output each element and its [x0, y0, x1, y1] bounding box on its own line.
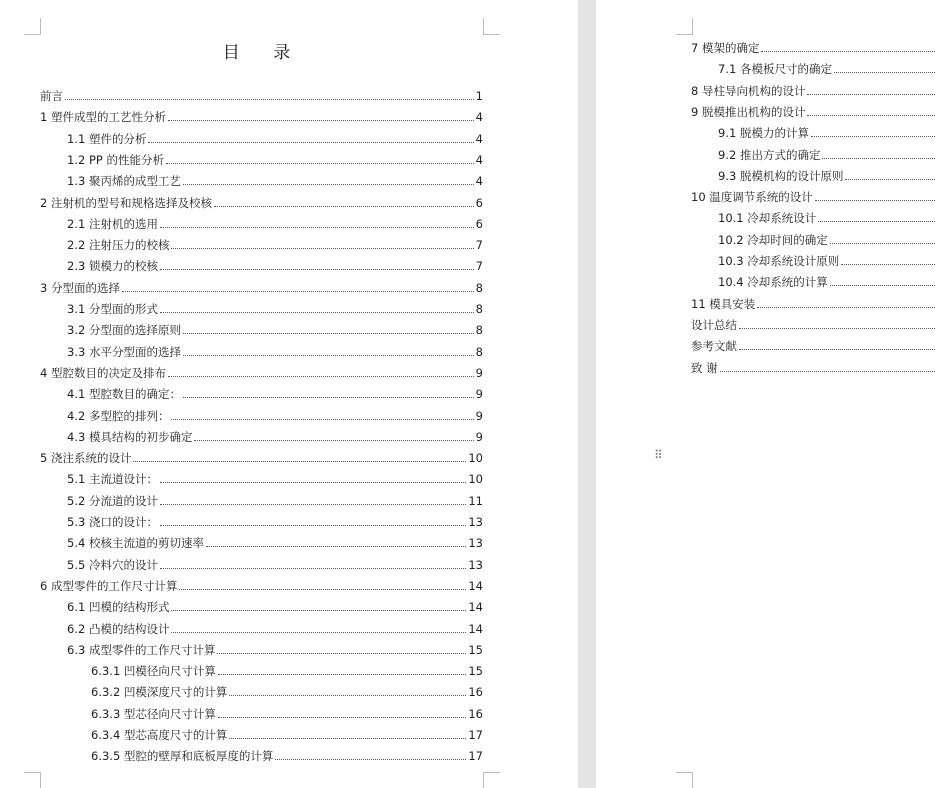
toc-leader-dots	[65, 99, 474, 100]
toc-entry-label: 前言	[40, 89, 63, 103]
toc-entry-label: 4.3 模具结构的初步确定	[67, 429, 193, 444]
toc-leader-dots	[160, 525, 466, 526]
toc-entry-label: 7.1 各模板尺寸的确定	[718, 62, 832, 77]
toc-entry-label: 2.1 注射机的选用	[67, 216, 158, 231]
toc-entry[interactable]	[67, 131, 483, 147]
toc-entry[interactable]	[691, 104, 935, 120]
toc-entry-page: 8	[475, 280, 483, 295]
toc-entry[interactable]	[718, 210, 935, 226]
toc-leader-dots	[275, 759, 466, 760]
toc-entry[interactable]	[718, 125, 935, 141]
toc-leader-dots	[160, 482, 466, 483]
toc-entry-label: 设计总结	[691, 317, 737, 332]
toc-entry-page: 10	[468, 472, 483, 487]
toc-entry-page: 8	[475, 344, 483, 359]
toc-entry-label: 3.2 分型面的选择原则	[67, 323, 181, 338]
toc-entry[interactable]	[40, 109, 483, 125]
toc-entry-label: 6.3 成型零件的工作尺寸计算	[67, 642, 216, 657]
toc-entry-label: 8 导柱导向机构的设计	[691, 83, 806, 98]
toc-entry-page: 14	[468, 578, 483, 593]
toc-entry-page: 9	[475, 387, 483, 402]
toc-entry-label: 2.2 注射压力的校核	[67, 238, 170, 253]
corner-mark-bottom-left	[676, 772, 693, 788]
toc-entry[interactable]	[67, 514, 483, 530]
document-page-right	[596, 0, 935, 788]
toc-entry-label: 11 模具安装	[691, 296, 756, 311]
toc-leader-dots	[845, 179, 935, 180]
toc-entry-page: 11	[468, 493, 483, 508]
toc-leader-dots	[160, 312, 474, 313]
toc-entry[interactable]	[691, 83, 935, 99]
toc-entry-page: 4	[475, 174, 483, 189]
page-gutter	[578, 0, 596, 788]
toc-leader-dots	[807, 115, 935, 116]
toc-entry-label: 6.3.3 型芯径向尺寸计算	[91, 706, 216, 721]
toc-entry-label: 1.2 PP 的性能分析	[67, 152, 164, 167]
toc-entry-label: 10 温度调节系统的设计	[691, 190, 813, 205]
toc-entry[interactable]	[718, 61, 935, 77]
toc-entry[interactable]	[40, 195, 483, 211]
toc-entry-page: 7	[475, 259, 483, 274]
toc-entry-label: 参考文献	[691, 339, 737, 354]
toc-entry-label: 6.2 凸模的结构设计	[67, 621, 170, 636]
toc-entry-page: 16	[468, 706, 483, 721]
toc-entry[interactable]	[67, 471, 483, 487]
toc-leader-dots	[183, 184, 474, 185]
toc-entry-page: 1	[475, 89, 483, 103]
toc-entry-label: 1.1 塑件的分析	[67, 131, 147, 146]
toc-leader-dots	[160, 504, 466, 505]
toc-entry[interactable]	[91, 727, 483, 743]
toc-entry[interactable]	[67, 386, 483, 402]
toc-leader-dots	[815, 200, 935, 201]
toc-entry-label: 4 型腔数目的决定及排布	[40, 365, 166, 380]
toc-entry[interactable]	[67, 152, 483, 168]
toc-entry-label: 1 塑件成型的工艺性分析	[40, 110, 166, 125]
toc-entry-label: 5.1 主流道设计：	[67, 472, 158, 487]
toc-entry-label: 4.2 多型腔的排列：	[67, 408, 170, 423]
toc-leader-dots	[841, 264, 935, 265]
toc-entry-page: 17	[468, 728, 483, 742]
toc-leader-dots	[168, 120, 474, 121]
toc-entry-label: 6 成型零件的工作尺寸计算	[40, 578, 178, 593]
toc-entry-label: 10.3 冷却系统设计原则	[718, 254, 840, 268]
toc-entry-page: 7	[475, 238, 483, 253]
toc-entry[interactable]	[40, 450, 483, 466]
toc-entry[interactable]	[691, 338, 935, 354]
toc-entry[interactable]	[67, 322, 483, 338]
toc-leader-dots	[166, 163, 474, 164]
toc-entry-label: 1.3 聚丙烯的成型工艺	[67, 174, 181, 189]
toc-entry[interactable]	[691, 360, 935, 376]
drag-handle-icon[interactable]: ⠿	[654, 448, 664, 462]
toc-leader-dots	[229, 738, 466, 739]
toc-entry[interactable]	[67, 599, 483, 615]
toc-entry-page: 13	[468, 557, 483, 572]
toc-leader-dots	[171, 419, 473, 420]
toc-leader-dots	[720, 371, 935, 372]
toc-leader-dots	[160, 227, 474, 228]
toc-entry-label: 5.5 冷料穴的设计	[67, 557, 158, 572]
toc-entry-label: 3.3 水平分型面的选择	[67, 344, 181, 359]
toc-entry-label: 10.1 冷却系统设计	[718, 211, 817, 226]
toc-leader-dots	[171, 632, 466, 633]
toc-title: 目 录	[222, 43, 305, 63]
toc-entry-page: 6	[475, 216, 483, 231]
toc-leader-dots	[148, 142, 473, 143]
toc-leader-dots	[160, 269, 474, 270]
toc-leader-dots	[229, 695, 466, 696]
toc-entry-page: 15	[468, 664, 483, 679]
toc-entry[interactable]	[40, 280, 483, 296]
toc-leader-dots	[822, 158, 935, 159]
toc-entry-page: 13	[468, 515, 483, 529]
toc-entry[interactable]	[691, 317, 935, 333]
toc-entry[interactable]	[67, 258, 483, 274]
toc-entry-page: 6	[475, 195, 483, 210]
toc-entry-label: 5 浇注系统的设计	[40, 451, 132, 466]
toc-leader-dots	[218, 674, 466, 675]
toc-entry[interactable]	[67, 344, 483, 360]
toc-entry-label: 2 注射机的型号和规格选择及校核	[40, 195, 212, 210]
toc-entry-label: 6.3.4 型芯高度尺寸的计算	[91, 728, 228, 742]
toc-leader-dots	[122, 291, 474, 292]
toc-leader-dots	[183, 355, 474, 356]
toc-leader-dots	[807, 94, 935, 95]
toc-entry[interactable]	[67, 429, 483, 445]
toc-leader-dots	[761, 51, 935, 52]
toc-entry-page: 17	[468, 749, 483, 764]
toc-leader-dots	[168, 376, 474, 377]
toc-leader-dots	[739, 349, 935, 350]
toc-entry[interactable]	[91, 748, 483, 764]
toc-entry[interactable]	[67, 216, 483, 232]
toc-entry-label: 2.3 锁模力的校核	[67, 259, 158, 274]
toc-entry-page: 14	[468, 621, 483, 636]
toc-entry[interactable]	[67, 408, 483, 424]
toc-leader-dots	[171, 248, 473, 249]
toc-entry-label: 7 模架的确定	[691, 41, 760, 55]
toc-entry[interactable]	[67, 642, 483, 658]
toc-entry[interactable]	[40, 578, 483, 594]
toc-entry-page: 4	[475, 110, 483, 125]
toc-entry-label: 5.3 浇口的设计：	[67, 515, 158, 529]
toc-entry-page: 16	[468, 685, 483, 700]
corner-mark-bottom-left	[24, 772, 41, 788]
toc-entry[interactable]	[91, 706, 483, 722]
toc-entry-page: 9	[475, 429, 483, 444]
toc-entry-label: 10.4 冷却系统的计算	[718, 275, 828, 290]
toc-leader-dots	[171, 610, 466, 611]
toc-entry-label: 3 分型面的选择	[40, 280, 120, 295]
toc-entry[interactable]	[691, 296, 935, 312]
toc-entry-page: 14	[468, 600, 483, 615]
toc-entry[interactable]	[718, 232, 935, 248]
toc-leader-dots	[218, 717, 466, 718]
toc-entry-label: 6.3.2 凹模深度尺寸的计算	[91, 685, 228, 700]
toc-leader-dots	[217, 653, 466, 654]
toc-leader-dots	[183, 397, 474, 398]
toc-entry-page: 9	[475, 408, 483, 423]
toc-leader-dots	[179, 589, 466, 590]
toc-entry-label: 9.3 脱模机构的设计原则	[718, 168, 844, 183]
toc-entry-label: 9 脱模推出机构的设计	[691, 104, 806, 119]
toc-entry[interactable]	[40, 88, 483, 104]
toc-entry-page: 15	[468, 642, 483, 657]
toc-entry[interactable]	[67, 535, 483, 551]
toc-leader-dots	[830, 243, 935, 244]
toc-leader-dots	[206, 546, 466, 547]
toc-leader-dots	[818, 221, 935, 222]
toc-entry[interactable]	[691, 40, 935, 56]
toc-entry-label: 4.1 型腔数目的确定：	[67, 387, 181, 402]
toc-leader-dots	[811, 136, 935, 137]
toc-entry-label: 5.2 分流道的设计	[67, 493, 158, 508]
toc-entry-label: 3.1 分型面的形式	[67, 302, 158, 316]
toc-leader-dots	[830, 285, 935, 286]
toc-entry-label: 5.4 校核主流道的剪切速率	[67, 536, 204, 551]
corner-mark-top-right	[483, 18, 500, 35]
toc-entry[interactable]	[67, 493, 483, 509]
toc-leader-dots	[834, 72, 935, 73]
toc-entry-label: 6.3.1 凹模径向尺寸计算	[91, 664, 216, 679]
toc-entry-label: 9.1 脱模力的计算	[718, 126, 809, 141]
toc-entry[interactable]	[40, 365, 483, 381]
toc-leader-dots	[214, 206, 474, 207]
toc-entry-page: 4	[475, 152, 483, 167]
toc-entry-page: 8	[475, 323, 483, 338]
corner-mark-bottom-right	[483, 772, 500, 788]
toc-entry-label: 9.2 推出方式的确定	[718, 147, 821, 162]
toc-entry-label: 10.2 冷却时间的确定	[718, 232, 828, 247]
toc-entry-label: 6.1 凹模的结构形式	[67, 600, 170, 615]
toc-entry[interactable]	[718, 274, 935, 290]
toc-leader-dots	[160, 568, 466, 569]
toc-entry[interactable]	[691, 189, 935, 205]
toc-entry[interactable]	[67, 173, 483, 189]
toc-entry[interactable]	[718, 168, 935, 184]
toc-entry[interactable]	[67, 557, 483, 573]
corner-mark-top-left	[676, 18, 693, 35]
toc-entry[interactable]	[67, 621, 483, 637]
toc-entry-label: 6.3.5 型腔的壁厚和底板厚度的计算	[91, 749, 274, 764]
toc-entry-label: 致 谢	[691, 360, 718, 375]
toc-entry-page: 9	[475, 365, 483, 380]
toc-entry[interactable]	[718, 147, 935, 163]
toc-leader-dots	[183, 333, 474, 334]
corner-mark-top-left	[24, 18, 41, 35]
toc-leader-dots	[194, 440, 473, 441]
toc-entry[interactable]	[91, 663, 483, 679]
toc-leader-dots	[739, 328, 935, 329]
toc-entry-page: 13	[468, 536, 483, 551]
toc-leader-dots	[757, 307, 935, 308]
toc-entry[interactable]	[67, 237, 483, 253]
toc-entry-page: 4	[475, 131, 483, 146]
toc-entry[interactable]	[67, 301, 483, 317]
toc-leader-dots	[133, 461, 466, 462]
toc-entry-page: 10	[468, 451, 483, 466]
toc-entry[interactable]	[91, 684, 483, 700]
toc-entry-page: 8	[475, 302, 483, 316]
toc-entry[interactable]	[718, 253, 935, 269]
